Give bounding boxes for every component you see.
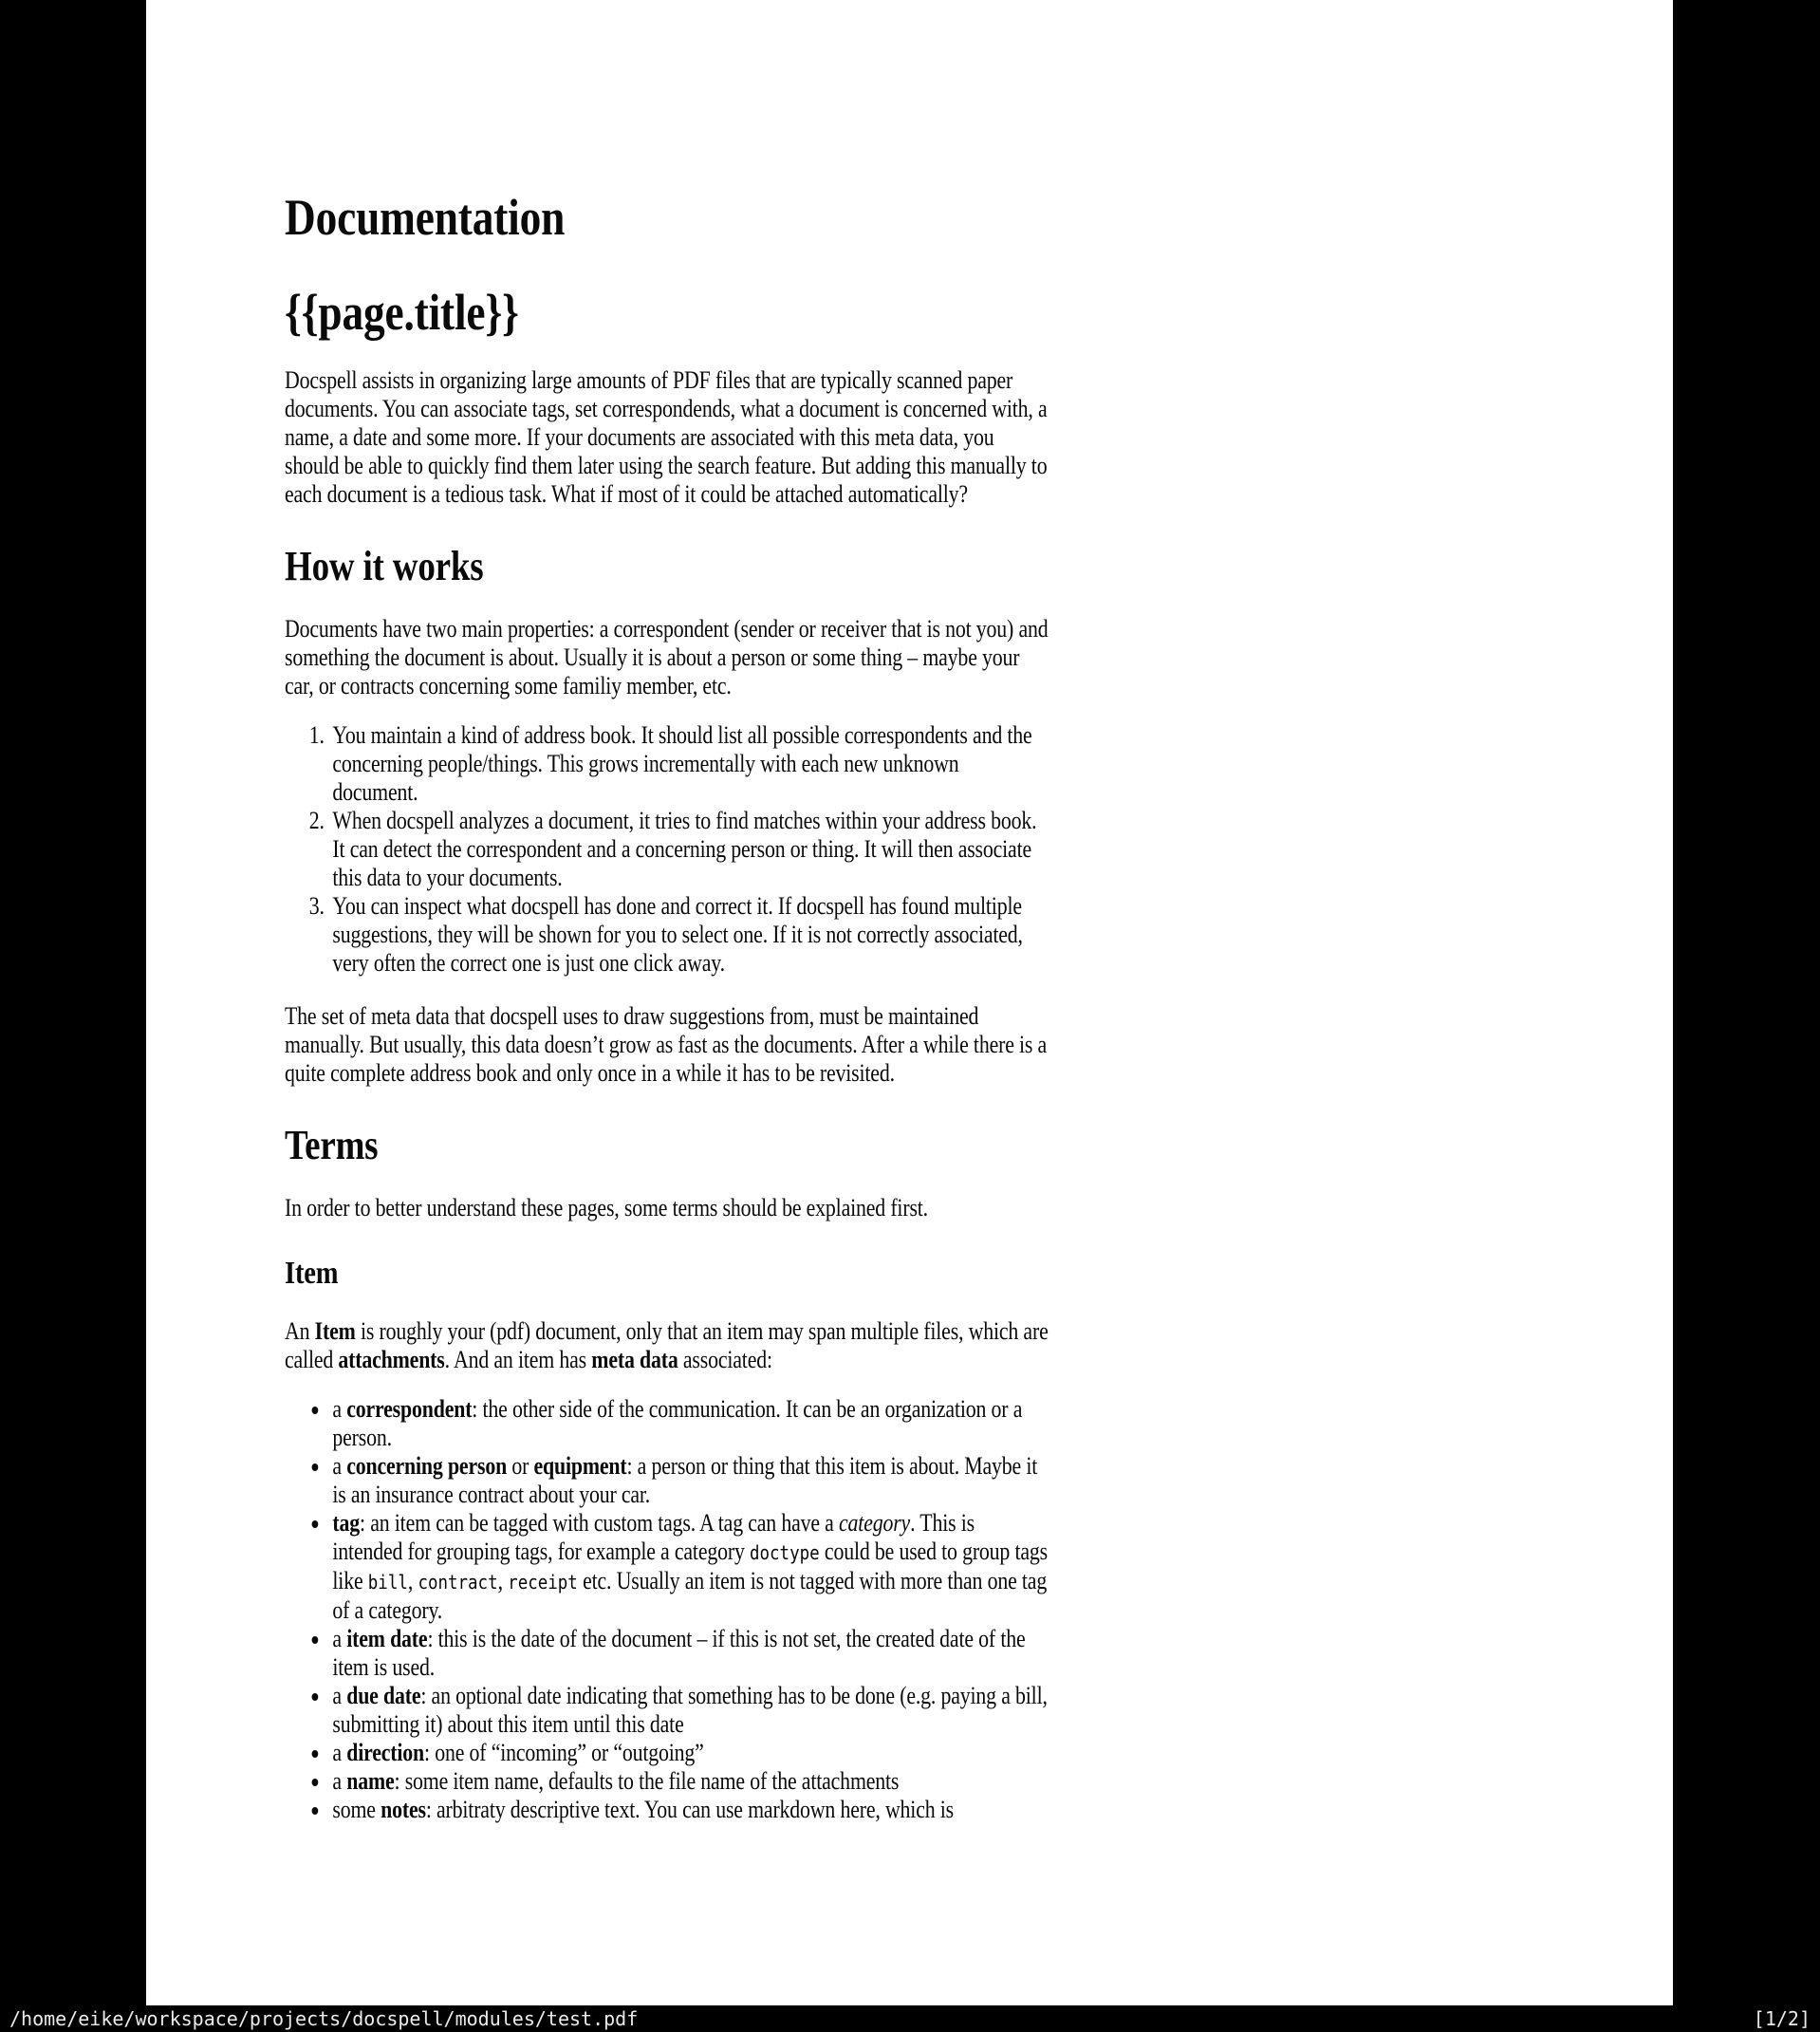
document-content — [285, 0, 1049, 1824]
inline-emphasis: tag — [332, 1509, 361, 1537]
inline-code: doctype — [750, 1541, 820, 1564]
item-paragraph: An Item is roughly your (pdf) document, only that an item may span multiple files, which are called attachments. And an item has meta data associated: — [285, 1317, 1049, 1373]
list-item: • a concerning person or equipment: a person or thing that this item is about. Maybe it is an insurance contract about your car. — [329, 1452, 1049, 1509]
list-item: • a due date: an optional date indicating that something has to be done (e.g. paying a bill, submitting it) about this item until this date — [329, 1682, 1049, 1739]
inline-code: contract — [418, 1571, 498, 1594]
list-item: 1. You maintain a kind of address book. It should list all possible correspondents and the concerning people/things. This grows incrementally with each new unknown document. — [329, 721, 1049, 807]
intro-paragraph: Docspell assists in organizing large amounts of PDF files that are typically scanned paper documents. You can associate tags, set correspondends, what a document is concerned with, a name, a date and some more. If your documents are associated with this meta data, you should be able to quickly find them later using the search feature. But adding this manually to each document is a tedious task. What if most of it could be attached automatically? — [285, 366, 1048, 508]
statusbar-file-path: /home/eike/workspace/projects/docspell/modules/test.pdf — [9, 2007, 639, 2030]
inline-emphasis: equipment — [533, 1452, 627, 1480]
pdf-page[interactable] — [146, 0, 1673, 2005]
inline-emphasis: Item — [314, 1317, 356, 1345]
inline-emphasis: correspondent — [346, 1395, 473, 1423]
inline-emphasis: concerning person — [346, 1452, 508, 1480]
list-item: 2. When docspell analyzes a document, it tries to find matches within your address book. It can detect the correspondent and a concerning person or thing. It will then associate this data to your documents. — [329, 807, 1049, 892]
list-item: • a direction: one of “incoming” or “outgoing” — [329, 1739, 1049, 1767]
how-it-works-closing-paragraph: The set of meta data that docspell uses to draw suggestions from, must be maintained manually. But usually, this data doesn’t grow as fast as the documents. After a while there is a quite complete address book and only once in a while it has to be revisited. — [285, 1002, 1048, 1087]
list-item: • a correspondent: the other side of the communication. It can be an organization or a person. — [329, 1395, 1049, 1452]
inline-emphasis: notes — [381, 1796, 426, 1823]
inline-code: bill — [367, 1571, 408, 1594]
list-item: • some notes: arbitraty descriptive text. You can use markdown here, which is — [329, 1796, 1049, 1824]
list-item: • a item date: this is the date of the document – if this is not set, the created date of the item is used. — [329, 1625, 1049, 1682]
page-title-placeholder: {{page.title}} — [285, 284, 519, 341]
inline-emphasis: due date — [346, 1682, 421, 1709]
inline-emphasis: name — [346, 1767, 395, 1795]
inline-code: receipt — [508, 1571, 578, 1594]
inline-emphasis: category — [839, 1509, 911, 1537]
how-it-works-paragraph: Documents have two main properties: a correspondent (sender or receiver that is not you) and something the document is about. Usually it is about a person or some thing – maybe your car, or contracts concerning some familiy member, etc. — [285, 615, 1049, 699]
inline-emphasis: direction — [346, 1739, 425, 1766]
subsection-heading-item: Item — [285, 1256, 339, 1291]
inline-emphasis: meta data — [591, 1346, 678, 1373]
steps-ordered-list — [285, 721, 1049, 978]
inline-emphasis: item date — [346, 1625, 428, 1652]
document-title: Documentation — [285, 189, 566, 246]
statusbar — [0, 2005, 1820, 2032]
terms-paragraph: In order to better understand these pages, some terms should be explained first. — [285, 1194, 928, 1221]
section-heading-how-it-works: How it works — [285, 543, 484, 589]
list-item: • a name: some item name, defaults to the file name of the attachments — [329, 1767, 1049, 1796]
item-meta-list — [285, 1395, 1049, 1824]
list-item: 3. You can inspect what docspell has done and correct it. If docspell has found multiple suggestions, they will be shown for you to select one. If it is not correctly associated, very often the correct one is just one click away. — [329, 892, 1049, 978]
inline-emphasis: attachments — [338, 1346, 445, 1373]
section-heading-terms: Terms — [285, 1122, 379, 1168]
list-item: • tag: an item can be tagged with custom tags. A tag can have a category. This is intended for grouping tags, for example a category doctype could be used to group tags like bill, contract, receipt etc. Usually an item is not tagged with more than one tag of a category. — [329, 1509, 1049, 1625]
statusbar-page-indicator: [1/2] — [1753, 2007, 1811, 2030]
